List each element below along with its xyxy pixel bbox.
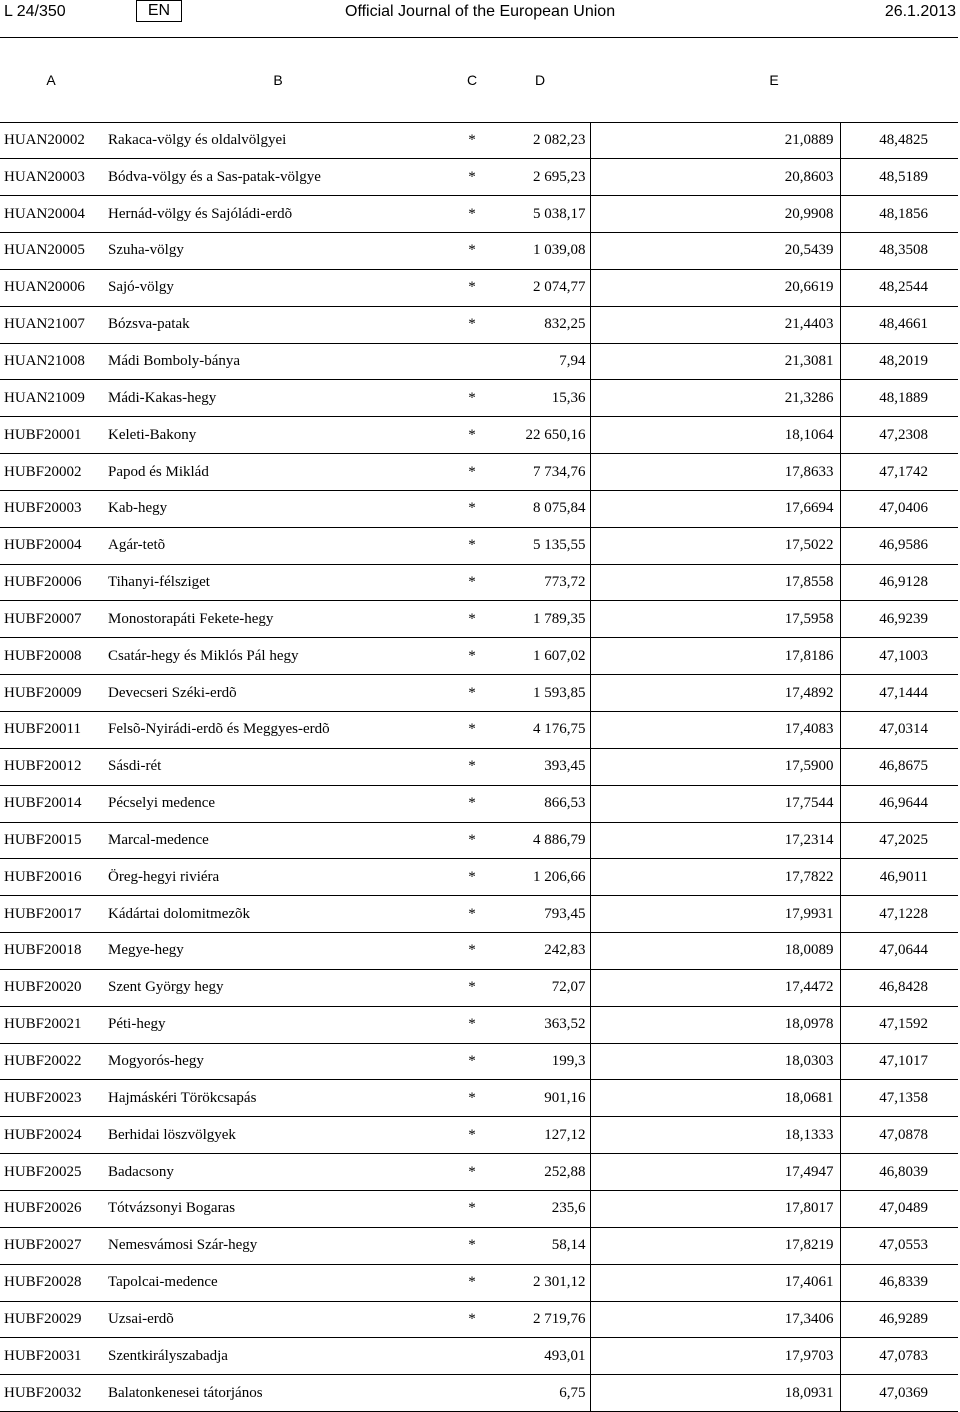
area-cell: 2 082,23 bbox=[490, 122, 590, 159]
latitude-cell: 47,1444 bbox=[840, 675, 958, 712]
priority-marker-cell: * bbox=[454, 233, 490, 270]
site-code-cell: HUBF20024 bbox=[0, 1117, 102, 1154]
site-code-cell: HUBF20027 bbox=[0, 1227, 102, 1264]
area-cell: 1 789,35 bbox=[490, 601, 590, 638]
table-row bbox=[0, 490, 958, 527]
area-cell: 5 135,55 bbox=[490, 527, 590, 564]
column-header-c: C bbox=[466, 71, 478, 88]
latitude-cell: 47,1358 bbox=[840, 1080, 958, 1117]
site-code-cell: HUBF20026 bbox=[0, 1190, 102, 1227]
latitude-cell: 47,1003 bbox=[840, 638, 958, 675]
table-row bbox=[0, 601, 958, 638]
site-code-cell: HUBF20017 bbox=[0, 896, 102, 933]
latitude-cell: 48,1856 bbox=[840, 196, 958, 233]
longitude-cell: 17,8558 bbox=[590, 564, 840, 601]
priority-marker-cell: * bbox=[454, 1154, 490, 1191]
priority-marker-cell: * bbox=[454, 490, 490, 527]
publication-date: 26.1.2013 bbox=[884, 3, 956, 20]
site-name-cell: Bódva-völgy és a Sas-patak-völgye bbox=[102, 159, 454, 196]
priority-marker-cell bbox=[454, 1375, 490, 1412]
area-cell: 242,83 bbox=[490, 933, 590, 970]
site-name-cell: Tótvázsonyi Bogaras bbox=[102, 1190, 454, 1227]
longitude-cell: 20,8603 bbox=[590, 159, 840, 196]
latitude-cell: 47,0489 bbox=[840, 1190, 958, 1227]
area-cell: 22 650,16 bbox=[490, 417, 590, 454]
site-name-cell: Hernád-völgy és Sajóládi-erdõ bbox=[102, 196, 454, 233]
priority-marker-cell: * bbox=[454, 122, 490, 159]
site-name-cell: Szent György hegy bbox=[102, 969, 454, 1006]
site-code-cell: HUAN20002 bbox=[0, 122, 102, 159]
table-row bbox=[0, 712, 958, 749]
site-name-cell: Rakaca-völgy és oldalvölgyei bbox=[102, 122, 454, 159]
priority-marker-cell: * bbox=[454, 969, 490, 1006]
priority-marker-cell: * bbox=[454, 527, 490, 564]
area-cell: 2 074,77 bbox=[490, 269, 590, 306]
site-code-cell: HUBF20002 bbox=[0, 454, 102, 491]
area-cell: 363,52 bbox=[490, 1006, 590, 1043]
site-code-cell: HUBF20028 bbox=[0, 1264, 102, 1301]
site-code-cell: HUBF20001 bbox=[0, 417, 102, 454]
site-code-cell: HUBF20003 bbox=[0, 490, 102, 527]
table-row bbox=[0, 1338, 958, 1375]
table-row bbox=[0, 748, 958, 785]
site-name-cell: Tapolcai-medence bbox=[102, 1264, 454, 1301]
area-cell: 15,36 bbox=[490, 380, 590, 417]
site-code-cell: HUBF20023 bbox=[0, 1080, 102, 1117]
site-name-cell: Berhidai löszvölgyek bbox=[102, 1117, 454, 1154]
site-code-cell: HUAN21009 bbox=[0, 380, 102, 417]
longitude-cell: 20,5439 bbox=[590, 233, 840, 270]
area-cell: 901,16 bbox=[490, 1080, 590, 1117]
latitude-cell: 46,9289 bbox=[840, 1301, 958, 1338]
site-name-cell: Mogyorós-hegy bbox=[102, 1043, 454, 1080]
longitude-cell: 18,0089 bbox=[590, 933, 840, 970]
latitude-cell: 46,9239 bbox=[840, 601, 958, 638]
latitude-cell: 48,4825 bbox=[840, 122, 958, 159]
site-code-cell: HUBF20009 bbox=[0, 675, 102, 712]
longitude-cell: 21,0889 bbox=[590, 122, 840, 159]
page-number: L 24/350 bbox=[4, 3, 66, 20]
site-code-cell: HUAN20005 bbox=[0, 233, 102, 270]
site-name-cell: Péti-hegy bbox=[102, 1006, 454, 1043]
priority-marker-cell: * bbox=[454, 159, 490, 196]
site-name-cell: Csatár-hegy és Miklós Pál hegy bbox=[102, 638, 454, 675]
latitude-cell: 47,0369 bbox=[840, 1375, 958, 1412]
longitude-cell: 21,4403 bbox=[590, 306, 840, 343]
latitude-cell: 48,1889 bbox=[840, 380, 958, 417]
site-name-cell: Monostorapáti Fekete-hegy bbox=[102, 601, 454, 638]
priority-marker-cell: * bbox=[454, 380, 490, 417]
longitude-cell: 17,8219 bbox=[590, 1227, 840, 1264]
priority-marker-cell: * bbox=[454, 601, 490, 638]
latitude-cell: 46,9128 bbox=[840, 564, 958, 601]
site-name-cell: Felsõ-Nyirádi-erdõ és Meggyes-erdõ bbox=[102, 712, 454, 749]
site-name-cell: Papod és Miklád bbox=[102, 454, 454, 491]
area-cell: 199,3 bbox=[490, 1043, 590, 1080]
area-cell: 4 176,75 bbox=[490, 712, 590, 749]
table-row bbox=[0, 380, 958, 417]
longitude-cell: 17,9703 bbox=[590, 1338, 840, 1375]
area-cell: 7 734,76 bbox=[490, 454, 590, 491]
priority-marker-cell: * bbox=[454, 859, 490, 896]
longitude-cell: 17,5900 bbox=[590, 748, 840, 785]
table-row bbox=[0, 933, 958, 970]
priority-marker-cell: * bbox=[454, 1043, 490, 1080]
table-row bbox=[0, 1154, 958, 1191]
priority-marker-cell: * bbox=[454, 1301, 490, 1338]
longitude-cell: 17,8186 bbox=[590, 638, 840, 675]
longitude-cell: 18,0931 bbox=[590, 1375, 840, 1412]
site-code-cell: HUAN20003 bbox=[0, 159, 102, 196]
site-name-cell: Szentkirályszabadja bbox=[102, 1338, 454, 1375]
site-name-cell: Agár-tetõ bbox=[102, 527, 454, 564]
site-code-cell: HUBF20007 bbox=[0, 601, 102, 638]
longitude-cell: 17,8017 bbox=[590, 1190, 840, 1227]
site-name-cell: Keleti-Bakony bbox=[102, 417, 454, 454]
site-name-cell: Devecseri Széki-erdõ bbox=[102, 675, 454, 712]
latitude-cell: 47,1592 bbox=[840, 1006, 958, 1043]
table-row bbox=[0, 233, 958, 270]
longitude-cell: 18,0978 bbox=[590, 1006, 840, 1043]
latitude-cell: 47,0783 bbox=[840, 1338, 958, 1375]
priority-marker-cell: * bbox=[454, 454, 490, 491]
area-cell: 866,53 bbox=[490, 785, 590, 822]
site-code-cell: HUBF20020 bbox=[0, 969, 102, 1006]
table-row bbox=[0, 896, 958, 933]
longitude-cell: 17,8633 bbox=[590, 454, 840, 491]
longitude-cell: 18,1333 bbox=[590, 1117, 840, 1154]
priority-marker-cell: * bbox=[454, 306, 490, 343]
area-cell: 4 886,79 bbox=[490, 822, 590, 859]
table-row bbox=[0, 417, 958, 454]
longitude-cell: 21,3081 bbox=[590, 343, 840, 380]
site-name-cell: Badacsony bbox=[102, 1154, 454, 1191]
site-name-cell: Megye-hegy bbox=[102, 933, 454, 970]
latitude-cell: 47,0314 bbox=[840, 712, 958, 749]
site-code-cell: HUBF20006 bbox=[0, 564, 102, 601]
area-cell: 58,14 bbox=[490, 1227, 590, 1264]
table-row bbox=[0, 1227, 958, 1264]
latitude-cell: 48,5189 bbox=[840, 159, 958, 196]
latitude-cell: 46,8339 bbox=[840, 1264, 958, 1301]
site-code-cell: HUBF20015 bbox=[0, 822, 102, 859]
table-row bbox=[0, 859, 958, 896]
table-row bbox=[0, 1006, 958, 1043]
area-cell: 8 075,84 bbox=[490, 490, 590, 527]
site-code-cell: HUBF20018 bbox=[0, 933, 102, 970]
area-cell: 793,45 bbox=[490, 896, 590, 933]
latitude-cell: 47,1228 bbox=[840, 896, 958, 933]
area-cell: 2 719,76 bbox=[490, 1301, 590, 1338]
longitude-cell: 17,4083 bbox=[590, 712, 840, 749]
table-row bbox=[0, 675, 958, 712]
longitude-cell: 17,2314 bbox=[590, 822, 840, 859]
priority-marker-cell: * bbox=[454, 785, 490, 822]
priority-marker-cell: * bbox=[454, 1080, 490, 1117]
table-row bbox=[0, 638, 958, 675]
site-name-cell: Sásdi-rét bbox=[102, 748, 454, 785]
longitude-cell: 17,4061 bbox=[590, 1264, 840, 1301]
table-row bbox=[0, 1043, 958, 1080]
site-code-cell: HUBF20031 bbox=[0, 1338, 102, 1375]
latitude-cell: 47,1017 bbox=[840, 1043, 958, 1080]
longitude-cell: 20,6619 bbox=[590, 269, 840, 306]
longitude-cell: 21,3286 bbox=[590, 380, 840, 417]
table-row bbox=[0, 1264, 958, 1301]
site-code-cell: HUAN21008 bbox=[0, 343, 102, 380]
table-row bbox=[0, 527, 958, 564]
site-code-cell: HUBF20011 bbox=[0, 712, 102, 749]
site-name-cell: Marcal-medence bbox=[102, 822, 454, 859]
table-row bbox=[0, 122, 958, 159]
longitude-cell: 20,9908 bbox=[590, 196, 840, 233]
area-cell: 2 695,23 bbox=[490, 159, 590, 196]
longitude-cell: 17,9931 bbox=[590, 896, 840, 933]
area-cell: 493,01 bbox=[490, 1338, 590, 1375]
column-header-a: A bbox=[46, 71, 56, 88]
site-code-cell: HUAN20006 bbox=[0, 269, 102, 306]
column-header-b: B bbox=[273, 71, 283, 88]
site-code-cell: HUBF20021 bbox=[0, 1006, 102, 1043]
longitude-cell: 17,7544 bbox=[590, 785, 840, 822]
site-name-cell: Öreg-hegyi riviéra bbox=[102, 859, 454, 896]
site-name-cell: Mádi Bomboly-bánya bbox=[102, 343, 454, 380]
area-cell: 5 038,17 bbox=[490, 196, 590, 233]
area-cell: 2 301,12 bbox=[490, 1264, 590, 1301]
site-code-cell: HUAN20004 bbox=[0, 196, 102, 233]
longitude-cell: 17,4892 bbox=[590, 675, 840, 712]
table-row bbox=[0, 1375, 958, 1412]
longitude-cell: 17,5022 bbox=[590, 527, 840, 564]
area-cell: 252,88 bbox=[490, 1154, 590, 1191]
priority-marker-cell bbox=[454, 1338, 490, 1375]
latitude-cell: 48,2544 bbox=[840, 269, 958, 306]
area-cell: 127,12 bbox=[490, 1117, 590, 1154]
priority-marker-cell: * bbox=[454, 822, 490, 859]
area-cell: 72,07 bbox=[490, 969, 590, 1006]
latitude-cell: 46,9644 bbox=[840, 785, 958, 822]
table-row bbox=[0, 159, 958, 196]
site-code-cell: HUBF20025 bbox=[0, 1154, 102, 1191]
table-row bbox=[0, 1301, 958, 1338]
table-row bbox=[0, 269, 958, 306]
longitude-cell: 17,4472 bbox=[590, 969, 840, 1006]
table-row bbox=[0, 343, 958, 380]
area-cell: 1 607,02 bbox=[490, 638, 590, 675]
priority-marker-cell: * bbox=[454, 933, 490, 970]
latitude-cell: 47,2025 bbox=[840, 822, 958, 859]
priority-marker-cell: * bbox=[454, 748, 490, 785]
latitude-cell: 46,8039 bbox=[840, 1154, 958, 1191]
site-name-cell: Sajó-völgy bbox=[102, 269, 454, 306]
site-code-cell: HUBF20014 bbox=[0, 785, 102, 822]
latitude-cell: 47,0406 bbox=[840, 490, 958, 527]
priority-marker-cell: * bbox=[454, 1006, 490, 1043]
site-code-cell: HUBF20012 bbox=[0, 748, 102, 785]
site-code-cell: HUBF20029 bbox=[0, 1301, 102, 1338]
priority-marker-cell: * bbox=[454, 1227, 490, 1264]
table-row bbox=[0, 454, 958, 491]
latitude-cell: 47,0644 bbox=[840, 933, 958, 970]
site-code-cell: HUBF20032 bbox=[0, 1375, 102, 1412]
area-cell: 1 039,08 bbox=[490, 233, 590, 270]
longitude-cell: 17,6694 bbox=[590, 490, 840, 527]
column-header-e: E bbox=[769, 71, 779, 88]
latitude-cell: 48,2019 bbox=[840, 343, 958, 380]
table-row bbox=[0, 822, 958, 859]
area-cell: 832,25 bbox=[490, 306, 590, 343]
priority-marker-cell: * bbox=[454, 1117, 490, 1154]
priority-marker-cell: * bbox=[454, 196, 490, 233]
column-header-d: D bbox=[534, 71, 546, 88]
table-row bbox=[0, 1190, 958, 1227]
area-cell: 7,94 bbox=[490, 343, 590, 380]
area-cell: 1 206,66 bbox=[490, 859, 590, 896]
site-name-cell: Szuha-völgy bbox=[102, 233, 454, 270]
latitude-cell: 48,3508 bbox=[840, 233, 958, 270]
table-row bbox=[0, 969, 958, 1006]
area-cell: 773,72 bbox=[490, 564, 590, 601]
latitude-cell: 47,1742 bbox=[840, 454, 958, 491]
table-row bbox=[0, 1080, 958, 1117]
page-header bbox=[0, 0, 960, 26]
language-badge: EN bbox=[136, 0, 182, 22]
longitude-cell: 18,1064 bbox=[590, 417, 840, 454]
longitude-cell: 17,7822 bbox=[590, 859, 840, 896]
site-name-cell: Hajmáskéri Törökcsapás bbox=[102, 1080, 454, 1117]
table-row bbox=[0, 306, 958, 343]
site-table bbox=[0, 38, 958, 1412]
latitude-cell: 47,0878 bbox=[840, 1117, 958, 1154]
longitude-cell: 18,0681 bbox=[590, 1080, 840, 1117]
priority-marker-cell: * bbox=[454, 712, 490, 749]
priority-marker-cell: * bbox=[454, 638, 490, 675]
site-code-cell: HUBF20004 bbox=[0, 527, 102, 564]
area-cell: 6,75 bbox=[490, 1375, 590, 1412]
latitude-cell: 46,9586 bbox=[840, 527, 958, 564]
priority-marker-cell: * bbox=[454, 1190, 490, 1227]
latitude-cell: 46,8428 bbox=[840, 969, 958, 1006]
longitude-cell: 17,5958 bbox=[590, 601, 840, 638]
site-code-cell: HUBF20022 bbox=[0, 1043, 102, 1080]
longitude-cell: 17,4947 bbox=[590, 1154, 840, 1191]
priority-marker-cell: * bbox=[454, 417, 490, 454]
site-name-cell: Mádi-Kakas-hegy bbox=[102, 380, 454, 417]
longitude-cell: 18,0303 bbox=[590, 1043, 840, 1080]
priority-marker-cell: * bbox=[454, 1264, 490, 1301]
site-name-cell: Kádártai dolomitmezõk bbox=[102, 896, 454, 933]
site-name-cell: Nemesvámosi Szár-hegy bbox=[102, 1227, 454, 1264]
journal-title: Official Journal of the European Union bbox=[345, 3, 616, 20]
site-name-cell: Bózsva-patak bbox=[102, 306, 454, 343]
table-row bbox=[0, 1117, 958, 1154]
priority-marker-cell: * bbox=[454, 564, 490, 601]
latitude-cell: 48,4661 bbox=[840, 306, 958, 343]
site-code-cell: HUBF20008 bbox=[0, 638, 102, 675]
site-name-cell: Pécselyi medence bbox=[102, 785, 454, 822]
priority-marker-cell: * bbox=[454, 269, 490, 306]
site-name-cell: Tihanyi-félsziget bbox=[102, 564, 454, 601]
area-cell: 1 593,85 bbox=[490, 675, 590, 712]
table-row bbox=[0, 785, 958, 822]
table-body bbox=[0, 122, 958, 1412]
latitude-cell: 46,8675 bbox=[840, 748, 958, 785]
site-code-cell: HUAN21007 bbox=[0, 306, 102, 343]
latitude-cell: 46,9011 bbox=[840, 859, 958, 896]
priority-marker-cell bbox=[454, 343, 490, 380]
longitude-cell: 17,3406 bbox=[590, 1301, 840, 1338]
priority-marker-cell: * bbox=[454, 896, 490, 933]
table-row bbox=[0, 196, 958, 233]
area-cell: 235,6 bbox=[490, 1190, 590, 1227]
priority-marker-cell: * bbox=[454, 675, 490, 712]
area-cell: 393,45 bbox=[490, 748, 590, 785]
latitude-cell: 47,2308 bbox=[840, 417, 958, 454]
site-name-cell: Balatonkenesei tátorjános bbox=[102, 1375, 454, 1412]
latitude-cell: 47,0553 bbox=[840, 1227, 958, 1264]
table-row bbox=[0, 564, 958, 601]
site-code-cell: HUBF20016 bbox=[0, 859, 102, 896]
site-name-cell: Uzsai-erdõ bbox=[102, 1301, 454, 1338]
site-name-cell: Kab-hegy bbox=[102, 490, 454, 527]
table-header bbox=[0, 38, 958, 122]
